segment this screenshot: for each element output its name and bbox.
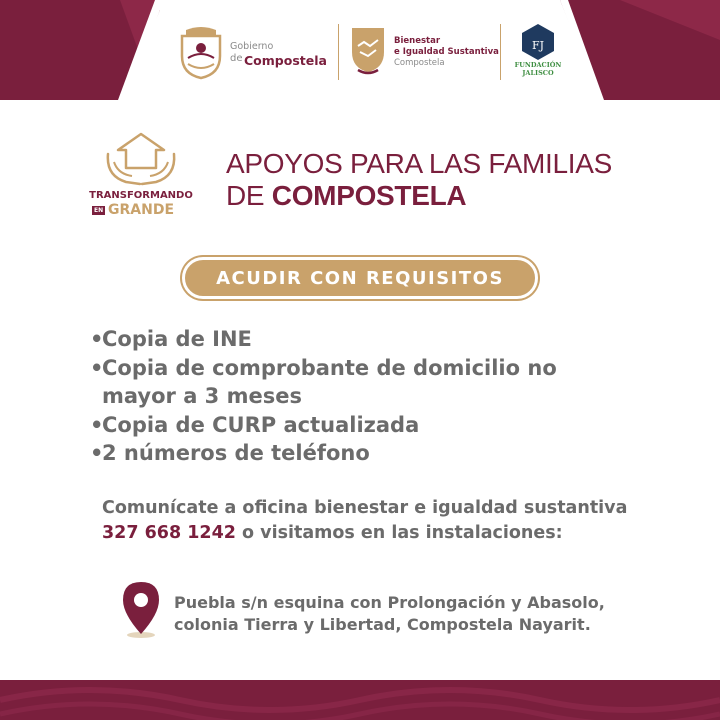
list-item: • Copia de CURP actualizada (90, 411, 650, 440)
logo-divider (338, 24, 339, 80)
gobierno-de-label: de (230, 53, 243, 64)
en-label: EN (94, 207, 104, 214)
transformando-en-grande-logo (86, 128, 196, 228)
gobierno-compostela-logo (178, 26, 328, 80)
bottom-decoration (0, 680, 720, 720)
igualdad-title: e Igualdad Sustantiva (394, 46, 499, 57)
bienestar-logo (350, 26, 500, 80)
title-line-1: APOYOS PARA LAS FAMILIAS (226, 148, 612, 179)
requirements-list (90, 325, 650, 468)
fundacion-mark: FJ (531, 39, 545, 52)
page-title (226, 148, 666, 212)
gobierno-label: Gobierno (230, 41, 274, 52)
phone-number: 327 668 1242 (102, 523, 236, 543)
handshake-shield-icon (350, 26, 386, 76)
logo-divider (500, 24, 501, 80)
title-line-2-bold: COMPOSTELA (271, 180, 467, 211)
hands-house-icon (86, 128, 196, 190)
list-item: • Copia de comprobante de domicilio no mayor a 3 meses (90, 354, 560, 411)
list-item: • Copia de INE (90, 325, 650, 354)
location-pin-icon (116, 580, 166, 640)
compostela-crest-icon (178, 26, 224, 80)
contact-line-1: Comunícate a oficina bienestar e igualdad sustantiva (102, 498, 628, 518)
jalisco-label: JALISCO (522, 68, 554, 77)
bienestar-subtitle: Compostela (394, 58, 445, 68)
list-item: • 2 números de teléfono (90, 439, 650, 468)
bienestar-title: Bienestar (394, 36, 441, 46)
transformando-label: TRANSFORMANDO (89, 190, 193, 201)
address-line-2: colonia Tierra y Libertad, Compostela Nayarit. (174, 615, 591, 634)
address (174, 592, 694, 636)
address-line-1: Puebla s/n esquina con Prolongación y Abasolo, (174, 593, 605, 612)
top-right-decoration (560, 0, 720, 100)
top-left-decoration (0, 0, 160, 100)
gobierno-compostela-label: Compostela (244, 53, 327, 68)
requirements-banner-label: ACUDIR CON REQUISITOS (216, 267, 504, 289)
requirements-banner (182, 257, 538, 299)
contact-line-2: o visitamos en las instalaciones: (235, 523, 563, 543)
title-line-2-prefix: DE (226, 180, 272, 211)
contact-info (102, 496, 662, 546)
header-logos (178, 22, 568, 82)
fundacion-label: FUNDACIÓN (514, 61, 562, 69)
fundacion-badge-icon (508, 22, 568, 62)
grande-label: GRANDE (108, 202, 175, 218)
fundacion-jalisco-logo (508, 22, 568, 82)
